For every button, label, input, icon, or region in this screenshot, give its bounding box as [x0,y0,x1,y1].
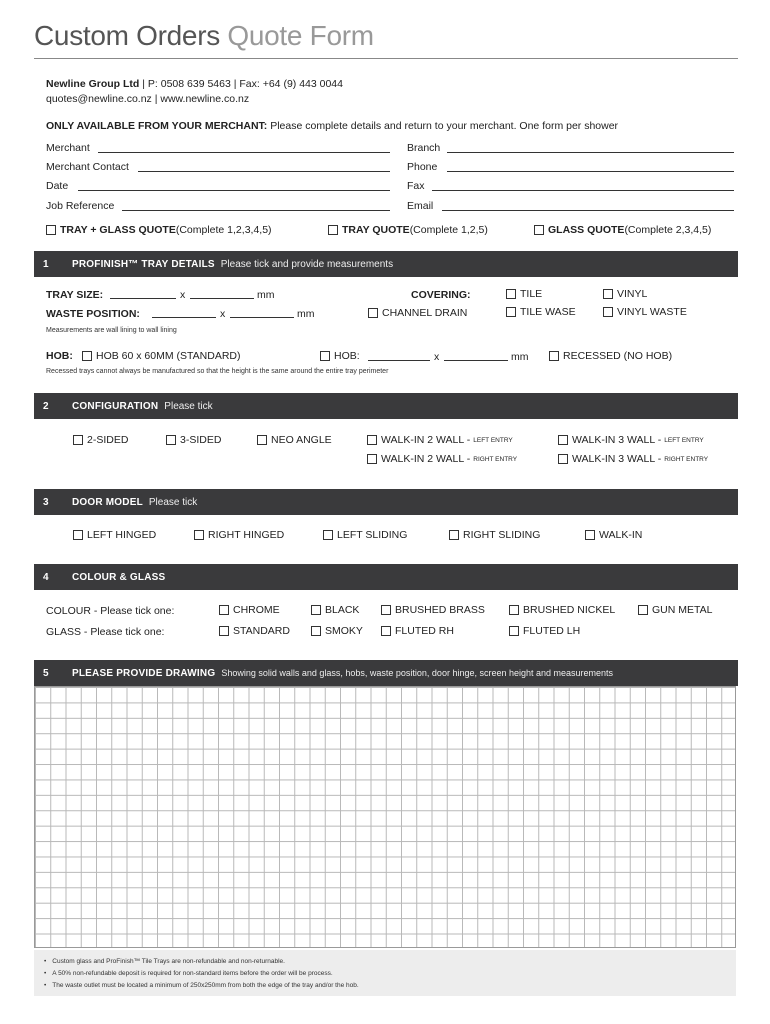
option-label: RECESSED (NO HOB) [563,350,673,362]
section-number: 4 [43,571,49,583]
section-title: PROFINISH™ TRAY DETAILS [72,258,215,270]
hob-custom[interactable] [320,350,360,362]
checkbox[interactable] [449,530,459,540]
option-label: CHANNEL DRAIN [382,307,468,319]
colour-brushed-nickel[interactable] [509,604,615,616]
times-sign: x [180,289,186,301]
merchant-notice [46,120,618,132]
glass-smoky[interactable] [311,625,363,637]
option-label: RIGHT SLIDING [463,529,541,541]
option-label: FLUTED RH [395,625,454,637]
company-name: Newline Group Ltd [46,78,140,90]
fax-field[interactable] [432,190,734,191]
tray-size-width-field[interactable] [110,298,176,299]
checkbox[interactable] [320,351,330,361]
checkbox[interactable] [166,435,176,445]
config-neo-angle[interactable] [257,434,332,446]
section-subtitle: Please tick [164,400,213,412]
waste-position-y-field[interactable] [230,317,294,318]
waste-position-x-field[interactable] [152,317,216,318]
hob-text: HOB: [46,350,73,362]
covering-label [411,289,471,301]
times-sign: x [220,308,226,320]
checkbox[interactable] [368,308,378,318]
option-label: STANDARD [233,625,290,637]
title-light: Quote Form [227,20,374,51]
glass-fluted-rh[interactable] [381,625,454,637]
option-label: LEFT HINGED [87,529,157,541]
section-4-header [34,564,738,590]
section-subtitle: Please tick and provide measurements [220,258,394,270]
times-sign: x [434,351,440,363]
title-main: Custom Orders [34,20,220,51]
option-label: RIGHT HINGED [208,529,285,541]
glass-fluted-lh[interactable] [509,625,580,637]
notice-bold: ONLY AVAILABLE FROM YOUR MERCHANT: [46,120,268,132]
covering-tile-wase[interactable] [506,306,576,318]
option-label: TILE [520,288,543,300]
checkbox[interactable] [603,307,613,317]
entry-label: LEFT ENTRY [473,436,513,444]
checkbox[interactable] [257,435,267,445]
option-label: HOB 60 x 60MM (STANDARD) [96,350,241,362]
unit-mm: mm [257,289,275,301]
checkbox[interactable] [603,289,613,299]
option-label: WALK-IN [599,529,643,541]
job-reference-field[interactable] [122,210,390,211]
quote-type-bold: TRAY + GLASS QUOTE [60,224,176,236]
drawing-grid[interactable] [34,686,736,948]
merchant-contact-field[interactable] [138,171,390,172]
section-5-header [34,660,738,686]
checkbox[interactable] [585,530,595,540]
option-label: WALK-IN 2 WALL - [381,453,471,465]
glass-standard[interactable] [219,625,290,637]
checkbox[interactable] [558,435,568,445]
checkbox[interactable] [73,435,83,445]
section-subtitle: Please tick [148,496,198,508]
door-right-hinged[interactable] [194,529,284,541]
option-label: VINYL [617,288,648,300]
colour-brushed-brass[interactable] [381,604,485,616]
section-title: DOOR MODEL [72,496,143,508]
option-label: FLUTED LH [523,625,581,637]
section-subtitle: Showing solid walls and glass, hobs, waste position, door hinge, screen height and measurements [221,668,614,678]
section-number: 5 [43,667,49,679]
notice-text: Please complete details and return to your merchant. One form per shower [267,120,619,132]
covering-text: COVERING: [411,289,471,301]
checkbox[interactable] [323,530,333,540]
entry-label: RIGHT ENTRY [473,455,518,463]
page-title [34,20,374,52]
tray-size-length-field[interactable] [190,298,254,299]
checkbox[interactable] [381,626,391,636]
door-right-sliding[interactable] [449,529,540,541]
label-merchant-contact: Merchant Contact [46,161,129,173]
glass-label: GLASS - Please tick one: [46,626,165,638]
label-email: Email [407,200,434,212]
option-label: TILE WASE [520,306,576,318]
checkbox[interactable] [311,626,321,636]
merchant-field[interactable] [98,152,390,153]
covering-tile[interactable] [506,288,542,300]
option-label: WALK-IN 2 WALL - [381,434,471,446]
section-number: 1 [43,258,49,270]
checkbox[interactable] [509,626,519,636]
measurement-note: Measurements are wall lining to wall lining [46,327,177,334]
label-branch: Branch [407,142,441,154]
checkbox[interactable] [194,530,204,540]
waste-position-label [46,308,140,320]
quote-type-note: (Complete 1,2,3,4,5) [175,224,272,236]
colour-chrome[interactable] [219,604,280,616]
section-title: PLEASE PROVIDE DRAWING [72,667,216,679]
checkbox[interactable] [367,435,377,445]
hob-label [46,350,73,362]
hob-recessed[interactable] [549,350,672,362]
title-rule [34,58,738,59]
section-number: 3 [43,496,49,508]
waste-position-text: WASTE POSITION: [46,308,140,320]
unit-mm: mm [297,308,315,320]
branch-field[interactable] [447,152,734,153]
option-label: VINYL WASTE [617,306,687,318]
checkbox[interactable] [506,307,516,317]
checkbox[interactable] [506,289,516,299]
note-item: • A 50% non-refundable deposit is required for non-standard items before the order will be process. [44,968,736,980]
quote-glass[interactable] [534,224,711,236]
section-3-header [34,489,738,515]
phone-field[interactable] [447,171,734,172]
checkbox[interactable] [46,225,56,235]
quote-type-note: (Complete 2,3,4,5) [624,224,712,236]
quote-type-note: (Complete 1,2,5) [409,224,488,236]
section-2-header [34,393,738,419]
quote-tray-glass[interactable] [46,224,272,236]
section-title: COLOUR & GLASS [72,571,166,583]
option-label: CHROME [233,604,280,616]
door-walk-in[interactable] [585,529,642,541]
covering-vinyl-waste[interactable] [603,306,687,318]
option-label: 2-SIDED [87,434,129,446]
checkbox[interactable] [219,626,229,636]
note-item: • Custom glass and ProFinish™ Tile Trays are non-refundable and non-returnable. [44,956,736,968]
option-label: 3-SIDED [180,434,222,446]
section-1-header [34,251,738,277]
colour-label: COLOUR - Please tick one: [46,605,175,617]
option-label: GUN METAL [652,604,713,616]
quote-tray[interactable] [328,224,488,236]
colour-gun-metal[interactable] [638,604,712,616]
config-walkin-3-right[interactable] [558,453,708,465]
option-label: SMOKY [325,625,363,637]
option-label: WALK-IN 3 WALL - [572,434,662,446]
config-2-sided[interactable] [73,434,128,446]
option-label: NEO ANGLE [271,434,332,446]
hob-standard[interactable] [82,350,241,362]
hob-width-field[interactable] [368,360,430,361]
notes-box [34,950,736,996]
checkbox[interactable] [638,605,648,615]
checkbox[interactable] [509,605,519,615]
option-label: HOB: [334,350,360,362]
quote-type-bold: TRAY QUOTE [342,224,410,236]
email-field[interactable] [442,210,734,211]
option-label: LEFT SLIDING [337,529,408,541]
covering-channel-drain[interactable] [368,307,467,319]
checkbox[interactable] [367,454,377,464]
entry-label: LEFT ENTRY [664,436,704,444]
recessed-note: Recessed trays cannot always be manufactured so that the height is the same around the entire tray perimeter [46,368,389,375]
option-label: BRUSHED BRASS [395,604,485,616]
note-item: • The waste outlet must be located a minimum of 250x250mm from both the edge of the tray and/or the hob. [44,980,736,992]
date-field[interactable] [78,190,390,191]
label-phone: Phone [407,161,438,173]
config-walkin-2-right[interactable] [367,453,517,465]
option-label: WALK-IN 3 WALL - [572,453,662,465]
checkbox[interactable] [534,225,544,235]
hob-height-field[interactable] [444,360,508,361]
covering-vinyl[interactable] [603,288,647,300]
checkbox[interactable] [549,351,559,361]
door-left-sliding[interactable] [323,529,407,541]
tray-size-label [46,289,103,301]
checkbox[interactable] [381,605,391,615]
config-walkin-3-left[interactable] [558,434,704,446]
unit-mm: mm [511,351,529,363]
company-line1 [46,78,343,90]
option-label: BLACK [325,604,360,616]
checkbox[interactable] [73,530,83,540]
checkbox[interactable] [558,454,568,464]
checkbox[interactable] [328,225,338,235]
door-left-hinged[interactable] [73,529,156,541]
quote-type-bold: GLASS QUOTE [548,224,625,236]
label-date: Date [46,180,69,192]
company-line2: quotes@newline.co.nz | www.newline.co.nz [46,93,250,105]
checkbox[interactable] [311,605,321,615]
option-label: BRUSHED NICKEL [523,604,616,616]
config-3-sided[interactable] [166,434,221,446]
section-number: 2 [43,400,49,412]
company-contact: | P: 0508 639 5463 | Fax: +64 (9) 443 0044 [139,78,343,90]
colour-black[interactable] [311,604,359,616]
entry-label: RIGHT ENTRY [664,455,709,463]
config-walkin-2-left[interactable] [367,434,513,446]
section-title: CONFIGURATION [72,400,159,412]
label-fax: Fax [407,180,425,192]
label-job-reference: Job Reference [46,200,115,212]
checkbox[interactable] [82,351,92,361]
label-merchant: Merchant [46,142,90,154]
tray-size-text: TRAY SIZE: [46,289,104,301]
checkbox[interactable] [219,605,229,615]
